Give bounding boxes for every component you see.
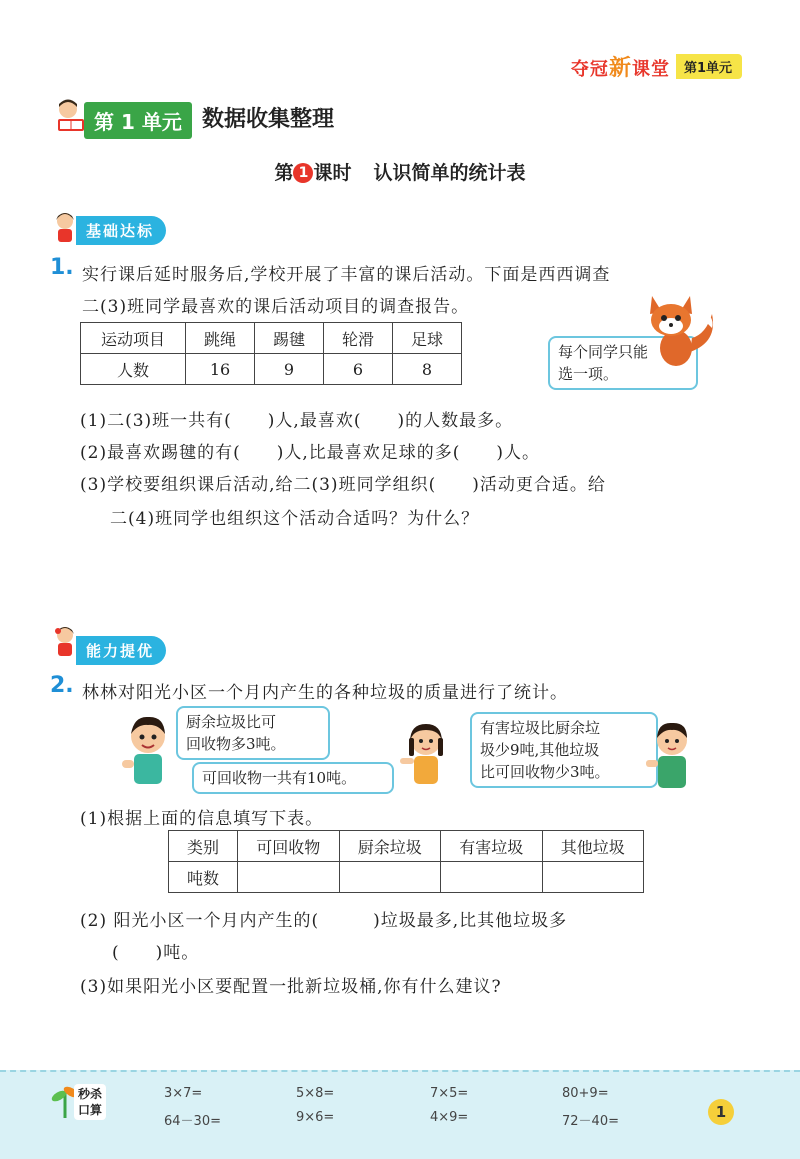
q1-intro-line2: 二(3)班同学最喜欢的课后活动项目的调查报告。 <box>82 297 470 317</box>
calc-item: 72－40= <box>562 1114 619 1129</box>
table-cell: 8 <box>393 354 462 385</box>
table-cell: 轮滑 <box>324 323 393 354</box>
answer-cell[interactable] <box>238 862 340 893</box>
section-advanced-tag: 能力提优 <box>76 636 166 665</box>
table-cell: 6 <box>324 354 393 385</box>
boy-character-icon <box>642 718 702 794</box>
question-2-number: 2. <box>50 673 74 698</box>
table-cell: 厨余垃圾 <box>339 831 441 862</box>
calc-item: 64－30= <box>164 1114 221 1129</box>
bubble-line: 圾少9吨,其他垃圾 <box>480 741 600 759</box>
note-line2: 选一项。 <box>558 365 619 383</box>
bubble-line: 厨余垃圾比可 <box>186 713 277 731</box>
table-cell: 足球 <box>393 323 462 354</box>
table-row <box>81 354 462 385</box>
table-cell: 有害垃圾 <box>441 831 543 862</box>
q2-intro: 林林对阳光小区一个月内产生的各种垃圾的质量进行了统计。 <box>82 683 568 703</box>
table-cell: 人数 <box>81 354 186 385</box>
q2-sub1: (1)根据上面的信息填写下表。 <box>80 809 324 829</box>
calc-item: 3×7= <box>164 1086 203 1101</box>
section-basic-tag: 基础达标 <box>76 216 166 245</box>
unit-tag: 第1单元 <box>676 54 742 79</box>
garbage-table <box>168 830 644 893</box>
footer-label <box>74 1084 106 1120</box>
answer-cell[interactable] <box>339 862 441 893</box>
table-cell: 跳绳 <box>186 323 255 354</box>
answer-cell[interactable] <box>441 862 543 893</box>
lesson-title: 第 1 课时 认识简单的统计表 <box>274 162 526 184</box>
table-cell: 16 <box>186 354 255 385</box>
calc-item: 9×6= <box>296 1110 335 1125</box>
bubble-line: 有害垃圾比厨余垃 <box>480 719 601 737</box>
calc-item: 7×5= <box>430 1086 469 1101</box>
brand-header <box>570 54 742 81</box>
q1-sub3-line2: 二(4)班同学也组织这个活动合适吗？为什么？ <box>110 509 480 529</box>
lesson-number-badge: 1 <box>293 163 313 183</box>
table-cell: 踢毽 <box>255 323 324 354</box>
calc-item: 4×9= <box>430 1110 469 1125</box>
unit-badge: 第 1 单元 <box>84 102 192 139</box>
table-header-row <box>169 831 644 862</box>
bubble-girl: 可回收物一共有10吨。 <box>192 762 394 794</box>
calc-item: 80+9= <box>562 1086 609 1101</box>
table-header-row <box>81 323 462 354</box>
unit-title: 数据收集整理 <box>202 107 335 132</box>
brand-logo: 夺冠新课堂 <box>570 55 670 81</box>
note-line1: 每个同学只能 <box>558 343 649 361</box>
calc-item: 5×8= <box>296 1086 335 1101</box>
table-cell: 吨数 <box>169 862 238 893</box>
q1-intro-line1: 实行课后延时服务后,学校开展了丰富的课后活动。下面是西西调查 <box>82 265 611 285</box>
question-1-number: 1. <box>50 255 74 280</box>
fox-mascot-icon <box>640 292 720 372</box>
q1-sub1: (1)二(3)班一共有( )人,最喜欢( )的人数最多。 <box>80 411 514 431</box>
q2-sub2-line2: ( )吨。 <box>112 943 200 963</box>
boy-linlin-icon <box>118 712 178 792</box>
table-row <box>169 862 644 893</box>
table-cell: 类别 <box>169 831 238 862</box>
answer-cell[interactable] <box>542 862 644 893</box>
table-cell: 运动项目 <box>81 323 186 354</box>
bubble-line: 回收物多3吨。 <box>186 735 286 753</box>
q2-sub3: (3)如果阳光小区要配置一批新垃圾桶,你有什么建议? <box>80 977 502 997</box>
footer-label-line: 口算 <box>77 1103 102 1117</box>
girl-character-icon <box>396 720 456 790</box>
q2-sub2-line1: (2) 阳光小区一个月内产生的( )垃圾最多,比其他垃圾多 <box>80 911 568 931</box>
q1-sub2: (2)最喜欢踢毽的有( )人,比最喜欢足球的多( )人。 <box>80 443 541 463</box>
footer-band <box>0 1070 800 1159</box>
table-cell: 9 <box>255 354 324 385</box>
table-cell: 可回收物 <box>238 831 340 862</box>
footer-label-line: 秒杀 <box>77 1087 102 1101</box>
page-number: 1 <box>708 1099 734 1125</box>
bubble-boy <box>470 712 658 788</box>
bubble-linlin <box>176 706 330 760</box>
q1-sub3-line1: (3)学校要组织课后活动,给二(3)班同学组织( )活动更合适。给 <box>80 475 606 495</box>
table-cell: 其他垃圾 <box>542 831 644 862</box>
activity-table <box>80 322 462 385</box>
bubble-line: 比可回收物少3吨。 <box>480 763 610 781</box>
